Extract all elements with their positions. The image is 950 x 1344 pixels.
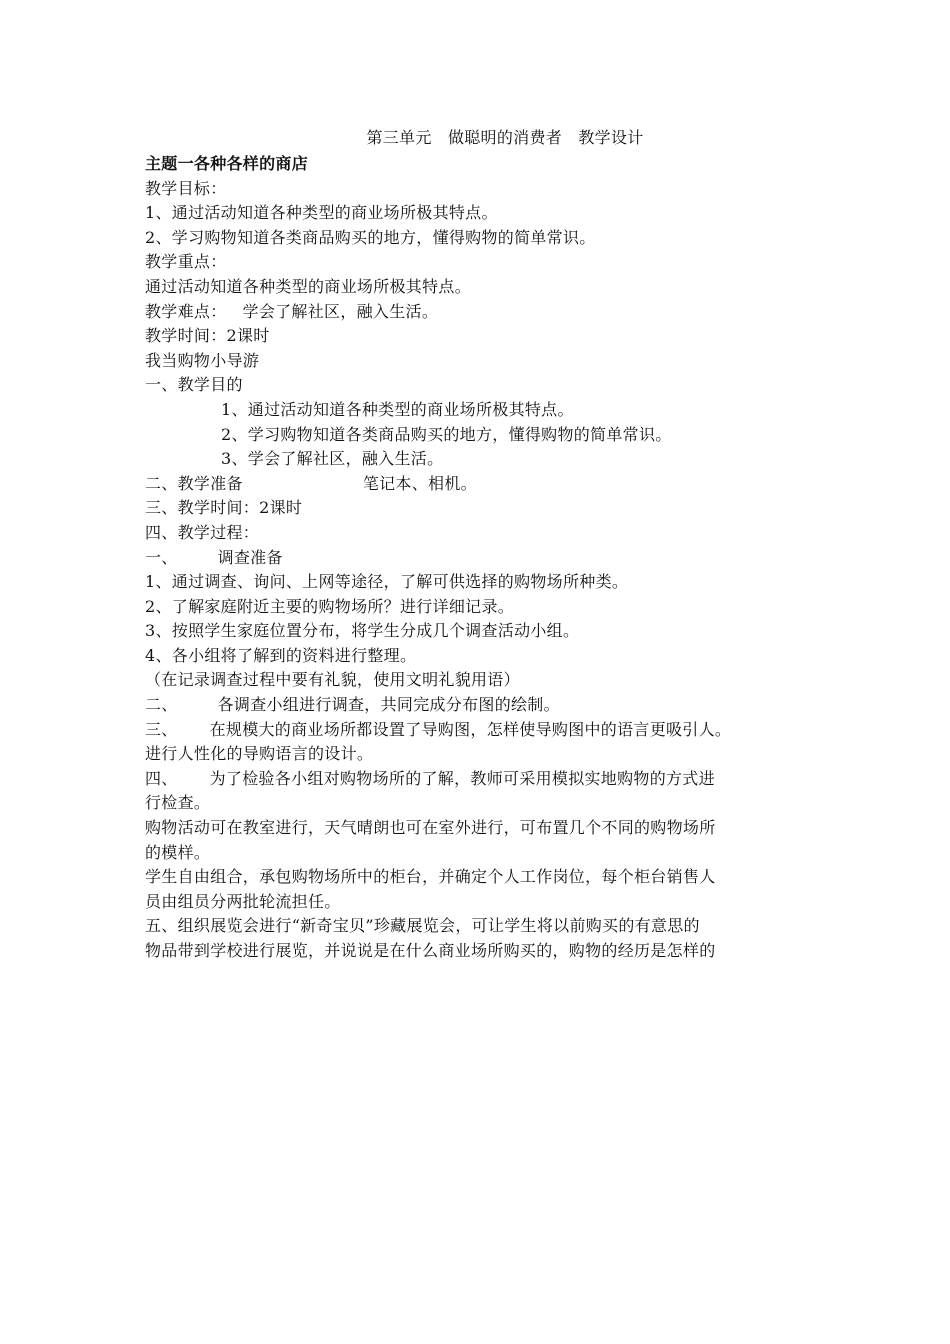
step-line <box>145 693 815 718</box>
text-line: 学生自由组合，承包购物场所中的柜台，并确定个人工作岗位，每个柜台销售人 <box>145 867 716 887</box>
text-line: 的模样。 <box>145 842 211 862</box>
text-line: 五、组织展览会进行“新奇宝贝”珍藏展览会，可让学生将以前购买的有意思的 <box>145 916 700 936</box>
step-line <box>145 718 815 743</box>
aim-item: 3、学会了解社区，融入生活。 <box>221 449 444 469</box>
text-line: 员由组员分两批轮流担任。 <box>145 891 341 911</box>
text-line: 1、通过活动知道各种类型的商业场所极其特点。 <box>145 203 498 223</box>
document-body <box>145 124 815 964</box>
difficulty-line <box>145 300 815 325</box>
list-item: 2、了解家庭附近主要的购物场所？进行详细记录。 <box>145 596 515 616</box>
text-line: 2、学习购物知道各类商品购买的地方，懂得购物的简单常识。 <box>145 227 596 247</box>
preparation-text: 笔记本、相机。 <box>362 473 477 493</box>
difficulty-label: 教学难点： <box>145 301 227 321</box>
preparation-label: 二、教学准备 <box>145 473 243 493</box>
text-line: 教学目标： <box>145 178 227 198</box>
document-title: 第三单元 做聪明的消费者 教学设计 <box>366 128 644 147</box>
text-line: 行检查。 <box>145 793 211 813</box>
section-heading: 三、教学时间：2课时 <box>145 498 303 518</box>
step-text: 为了检验各小组对购物场所的了解，教师可采用模拟实地购物的方式进 <box>209 768 715 788</box>
activity-title: 我当购物小导游 <box>145 350 260 370</box>
section-heading: 一、教学目的 <box>145 375 243 395</box>
text-line: 进行人性化的导购语言的设计。 <box>145 744 374 764</box>
difficulty-text: 学会了解社区，融入生活。 <box>242 301 439 321</box>
step-text: 各调查小组进行调查，共同完成分布图的绘制。 <box>217 695 560 715</box>
step-label: 二、 <box>145 695 178 715</box>
list-item: 1、通过调查、询问、上网等途径，了解可供选择的购物场所种类。 <box>145 572 629 592</box>
step-label: 四、 <box>145 768 178 788</box>
text-line: 购物活动可在教室进行，天气晴朗也可在室外进行，可布置几个不同的购物场所 <box>145 818 716 838</box>
step-line <box>145 767 815 792</box>
step-text: 调查准备 <box>217 547 283 567</box>
list-item: 3、按照学生家庭位置分布，将学生分成几个调查活动小组。 <box>145 621 580 641</box>
step-text: 在规模大的商业场所都设置了导购图，怎样使导购图中的语言更吸引人。 <box>209 719 732 739</box>
aim-item: 2、学习购物知道各类商品购买的地方，懂得购物的简单常识。 <box>221 424 672 444</box>
list-item: （在记录调查过程中要有礼貌，使用文明礼貌用语） <box>145 670 520 690</box>
step-label: 三、 <box>145 719 178 739</box>
topic-heading: 主题一各种各样的商店 <box>145 154 309 173</box>
text-line: 物品带到学校进行展览，并说说是在什么商业场所购买的，购物的经历是怎样的 <box>145 941 716 960</box>
text-line: 教学重点： <box>145 252 227 272</box>
step-line <box>145 546 815 571</box>
section-heading: 四、教学过程： <box>145 522 260 542</box>
time-line: 教学时间：2课时 <box>145 326 270 346</box>
list-item: 4、各小组将了解到的资料进行整理。 <box>145 645 417 665</box>
text-line: 通过活动知道各种类型的商业场所极其特点。 <box>145 276 472 296</box>
preparation-line <box>145 472 815 497</box>
step-label: 一、 <box>145 547 178 567</box>
aim-item: 1、通过活动知道各种类型的商业场所极其特点。 <box>221 399 574 419</box>
